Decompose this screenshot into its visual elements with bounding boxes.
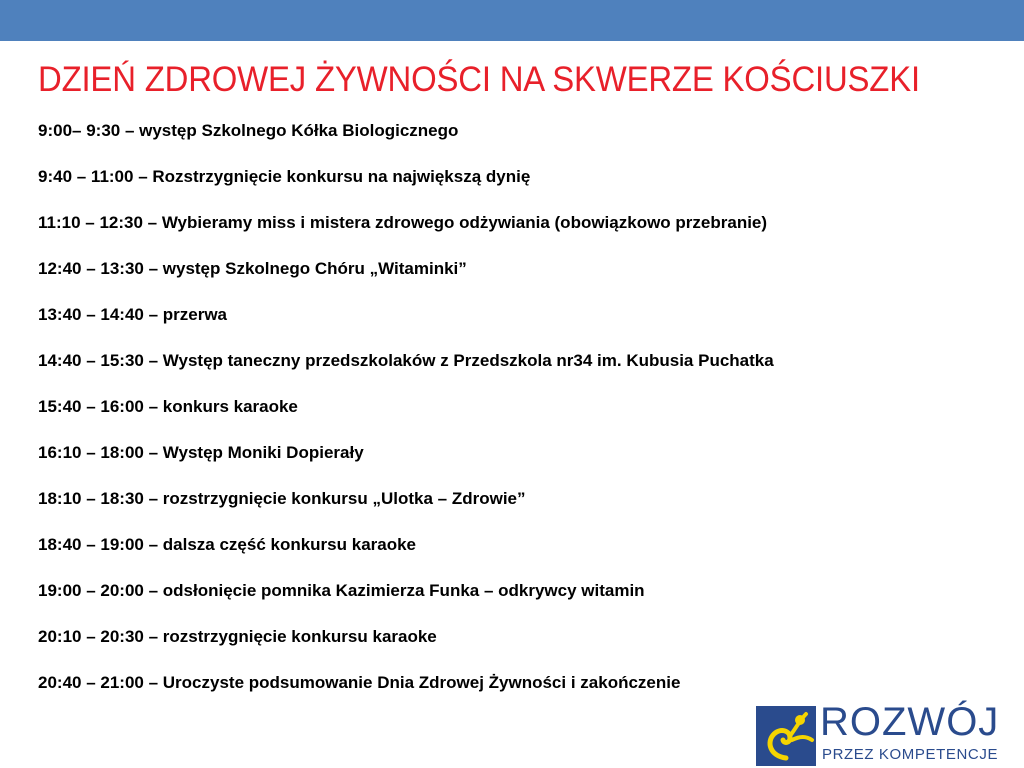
- rozwoj-logo: [756, 702, 1024, 768]
- schedule-item: 9:40 – 11:00 – Rozstrzygnięcie konkursu na największą dynię: [38, 167, 531, 186]
- slide-title: DZIEŃ ZDROWEJ ŻYWNOŚCI NA SKWERZE KOŚCIUSZKI: [38, 60, 920, 99]
- schedule-item: 15:40 – 16:00 – konkurs karaoke: [38, 397, 298, 416]
- schedule-list: [38, 120, 998, 718]
- schedule-item: 19:00 – 20:00 – odsłonięcie pomnika Kazimierza Funka – odkrywcy witamin: [38, 581, 645, 600]
- schedule-item: 20:40 – 21:00 – Uroczyste podsumowanie Dnia Zdrowej Żywności i zakończenie: [38, 673, 681, 692]
- spiral-figure-logo-icon: [756, 706, 816, 766]
- schedule-item: 13:40 – 14:40 – przerwa: [38, 305, 228, 324]
- schedule-item: 18:40 – 19:00 – dalsza część konkursu karaoke: [38, 535, 417, 554]
- schedule-item: 16:10 – 18:00 – Występ Moniki Dopierały: [38, 443, 364, 462]
- schedule-item: 11:10 – 12:30 – Wybieramy miss i mistera zdrowego odżywiania (obowiązkowo przebranie): [38, 213, 768, 232]
- schedule-item: 14:40 – 15:30 – Występ taneczny przedszkolaków z Przedszkola nr34 im. Kubusia Puchatka: [38, 351, 774, 370]
- top-accent-bar: [0, 0, 1024, 41]
- schedule-item: 12:40 – 13:30 – występ Szkolnego Chóru „Witaminki”: [38, 259, 467, 278]
- logo-wordmark: ROZWÓJ: [820, 700, 1000, 744]
- schedule-item: 9:00– 9:30 – występ Szkolnego Kółka Biologicznego: [38, 121, 459, 140]
- logo-tagline: PRZEZ KOMPETENCJE: [822, 746, 999, 763]
- schedule-item: 18:10 – 18:30 – rozstrzygnięcie konkursu „Ulotka – Zdrowie”: [38, 489, 526, 508]
- schedule-item: 20:10 – 20:30 – rozstrzygnięcie konkursu karaoke: [38, 627, 437, 646]
